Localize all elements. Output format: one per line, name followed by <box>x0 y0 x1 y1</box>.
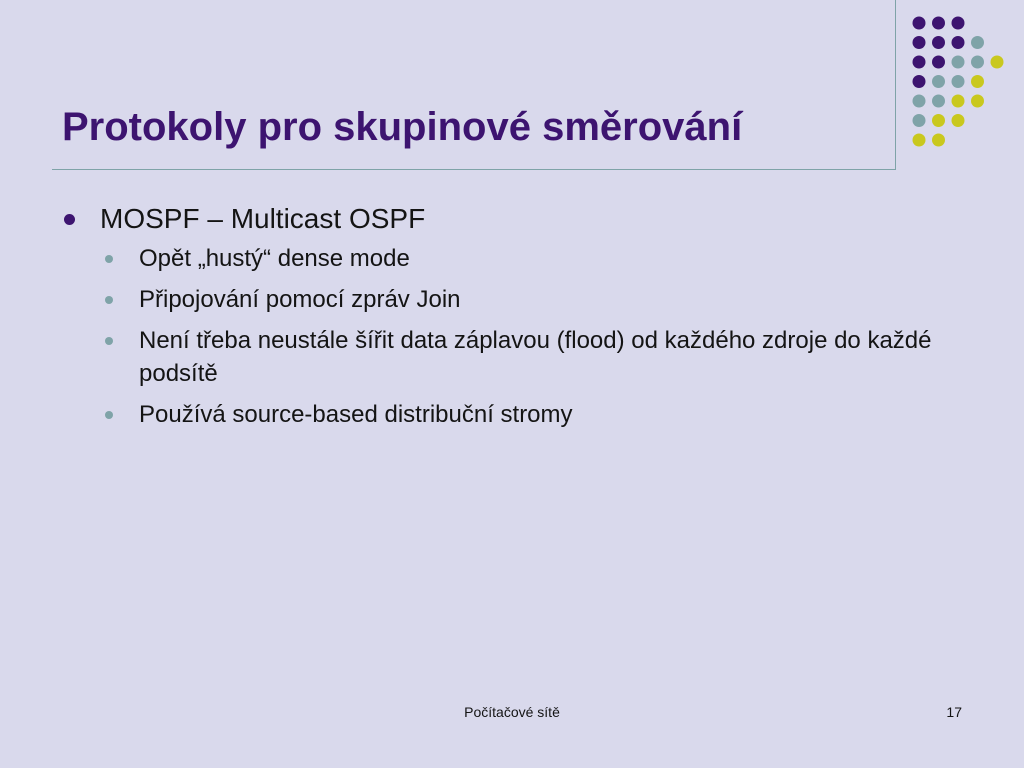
bullet-level1-text: MOSPF – Multicast OSPF <box>100 203 426 234</box>
decorative-dot <box>952 75 965 88</box>
decorative-dot <box>971 95 984 108</box>
bullet-level1 <box>62 198 972 240</box>
sub-bullet-dot-icon <box>105 296 113 304</box>
decorative-dot <box>932 56 945 69</box>
decorative-dot <box>913 75 926 88</box>
sub-bullet-text: Připojování pomocí zpráv Join <box>139 286 461 313</box>
decorative-dot <box>971 75 984 88</box>
decorative-dot <box>913 17 926 30</box>
sub-bullet-text: Opět „hustý“ dense mode <box>139 245 410 272</box>
sub-bullet-item <box>62 242 972 275</box>
sub-bullet-text: Používá source-based distribuční stromy <box>139 401 573 428</box>
decorative-dot <box>932 114 945 127</box>
decorative-dot <box>991 56 1004 69</box>
sub-bullet-item <box>62 398 972 431</box>
decorative-dot <box>971 36 984 49</box>
footer-title: Počítačové sítě <box>464 704 560 720</box>
sub-bullet-dot-icon <box>105 411 113 419</box>
slide-title: Protokoly pro skupinové směrování <box>62 105 743 149</box>
decorative-dot <box>952 17 965 30</box>
decorative-dot <box>932 134 945 147</box>
title-divider-horizontal <box>52 169 896 170</box>
slide-content <box>62 198 972 431</box>
page-number: 17 <box>946 704 962 720</box>
sub-bullet-list <box>62 242 972 431</box>
sub-bullet-dot-icon <box>105 337 113 345</box>
sub-bullet-text: Není třeba neustále šířit data záplavou (flood) od každého zdroje do každé podsítě <box>139 327 932 387</box>
decorative-dot <box>913 134 926 147</box>
decorative-dot <box>913 36 926 49</box>
title-divider-vertical <box>895 0 896 170</box>
decorative-dot <box>913 114 926 127</box>
decorative-dot <box>913 56 926 69</box>
decorative-dot <box>952 56 965 69</box>
decorative-dot <box>952 95 965 108</box>
decorative-dot <box>952 36 965 49</box>
decorative-dot <box>932 75 945 88</box>
sub-bullet-item <box>62 324 972 390</box>
sub-bullet-item <box>62 283 972 316</box>
bullet-dot-icon <box>64 214 75 225</box>
sub-bullet-dot-icon <box>105 255 113 263</box>
decorative-dot <box>932 17 945 30</box>
decorative-dot <box>932 95 945 108</box>
decorative-dot <box>971 56 984 69</box>
decorative-dot <box>952 114 965 127</box>
decorative-dot <box>932 36 945 49</box>
decorative-dot <box>913 95 926 108</box>
